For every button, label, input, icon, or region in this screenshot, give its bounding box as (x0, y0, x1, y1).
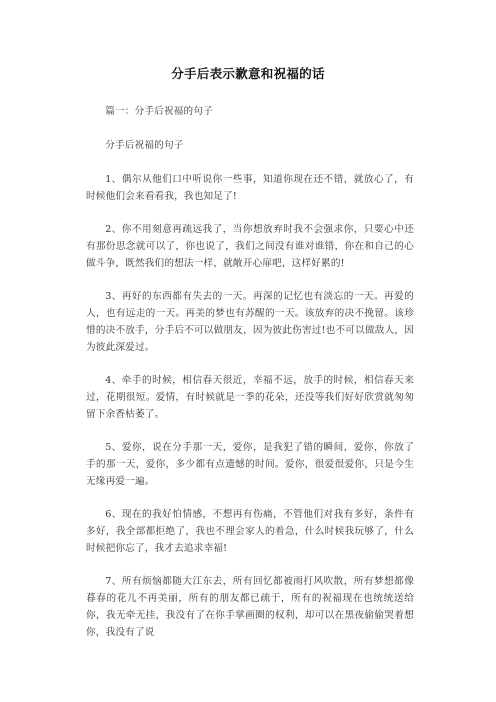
subheading: 分手后祝福的句子 (105, 140, 184, 151)
paragraph: 4、牵手的时候，相信春天很近，幸福不远，放手的时候，相信春天来过，花期很短。爱情，有时候就是一季的花朵，还没等我们好好欣赏就匆匆留下余香枯萎了。 (86, 375, 414, 420)
paragraph: 1、偶尔从他们口中听说你一些事，知道你现在还不错，就放心了，有时候他们会来看看我，我也知足了! (86, 174, 414, 202)
paragraph: 5、爱你，说在分手那一天，爱你，是我犯了错的瞬间，爱你，你放了手的那一天，爱你，多少都有点遗憾的时间。爱你，很爱很爱你，只是今生无缘再爱一遍。 (86, 442, 414, 487)
document-title: 分手后表示歉意和祝福的话 (171, 66, 325, 81)
paragraph: 3、再好的东西都有失去的一天。再深的记忆也有淡忘的一天。再爱的人，也有远走的一天。再美的梦也有苏醒的一天。该放弃的决不挽留。该珍惜的决不放手，分手后不可以做朋友，因为彼此伤害过!也不可以做敌人，因为彼此深爱过。 (86, 291, 414, 353)
document-body (86, 103, 414, 657)
section-heading: 篇一：分手后祝福的句子 (105, 106, 213, 117)
paragraph: 6、现在的我好怕情感，不想再有伤痛，不管他们对我有多好，条件有多好，我全部都拒绝了，我也不理会家人的着急，什么时候我玩够了，什么时候把你忘了，我才去追求幸福! (86, 509, 414, 554)
paragraph: 2、你不用刻意再疏远我了，当你想放弃时我不会强求你，只要心中还有那份思念就可以了，你也说了，我们之间没有谁对谁错，你在和自己的心做斗争，既然我们的想法一样，就敞开心扉吧，这样好累的! (86, 224, 414, 269)
paragraph: 7、所有烦恼都随大江东去，所有回忆都被雨打风吹散，所有梦想都像暮春的花儿不再美丽，所有的朋友都已疏于，所有的祝福现在也统统送给你，我无牵无挂，我没有了在你手掌画圈的权利，却可以在黑夜偷偷哭着想你，我没有了说 (86, 576, 414, 638)
